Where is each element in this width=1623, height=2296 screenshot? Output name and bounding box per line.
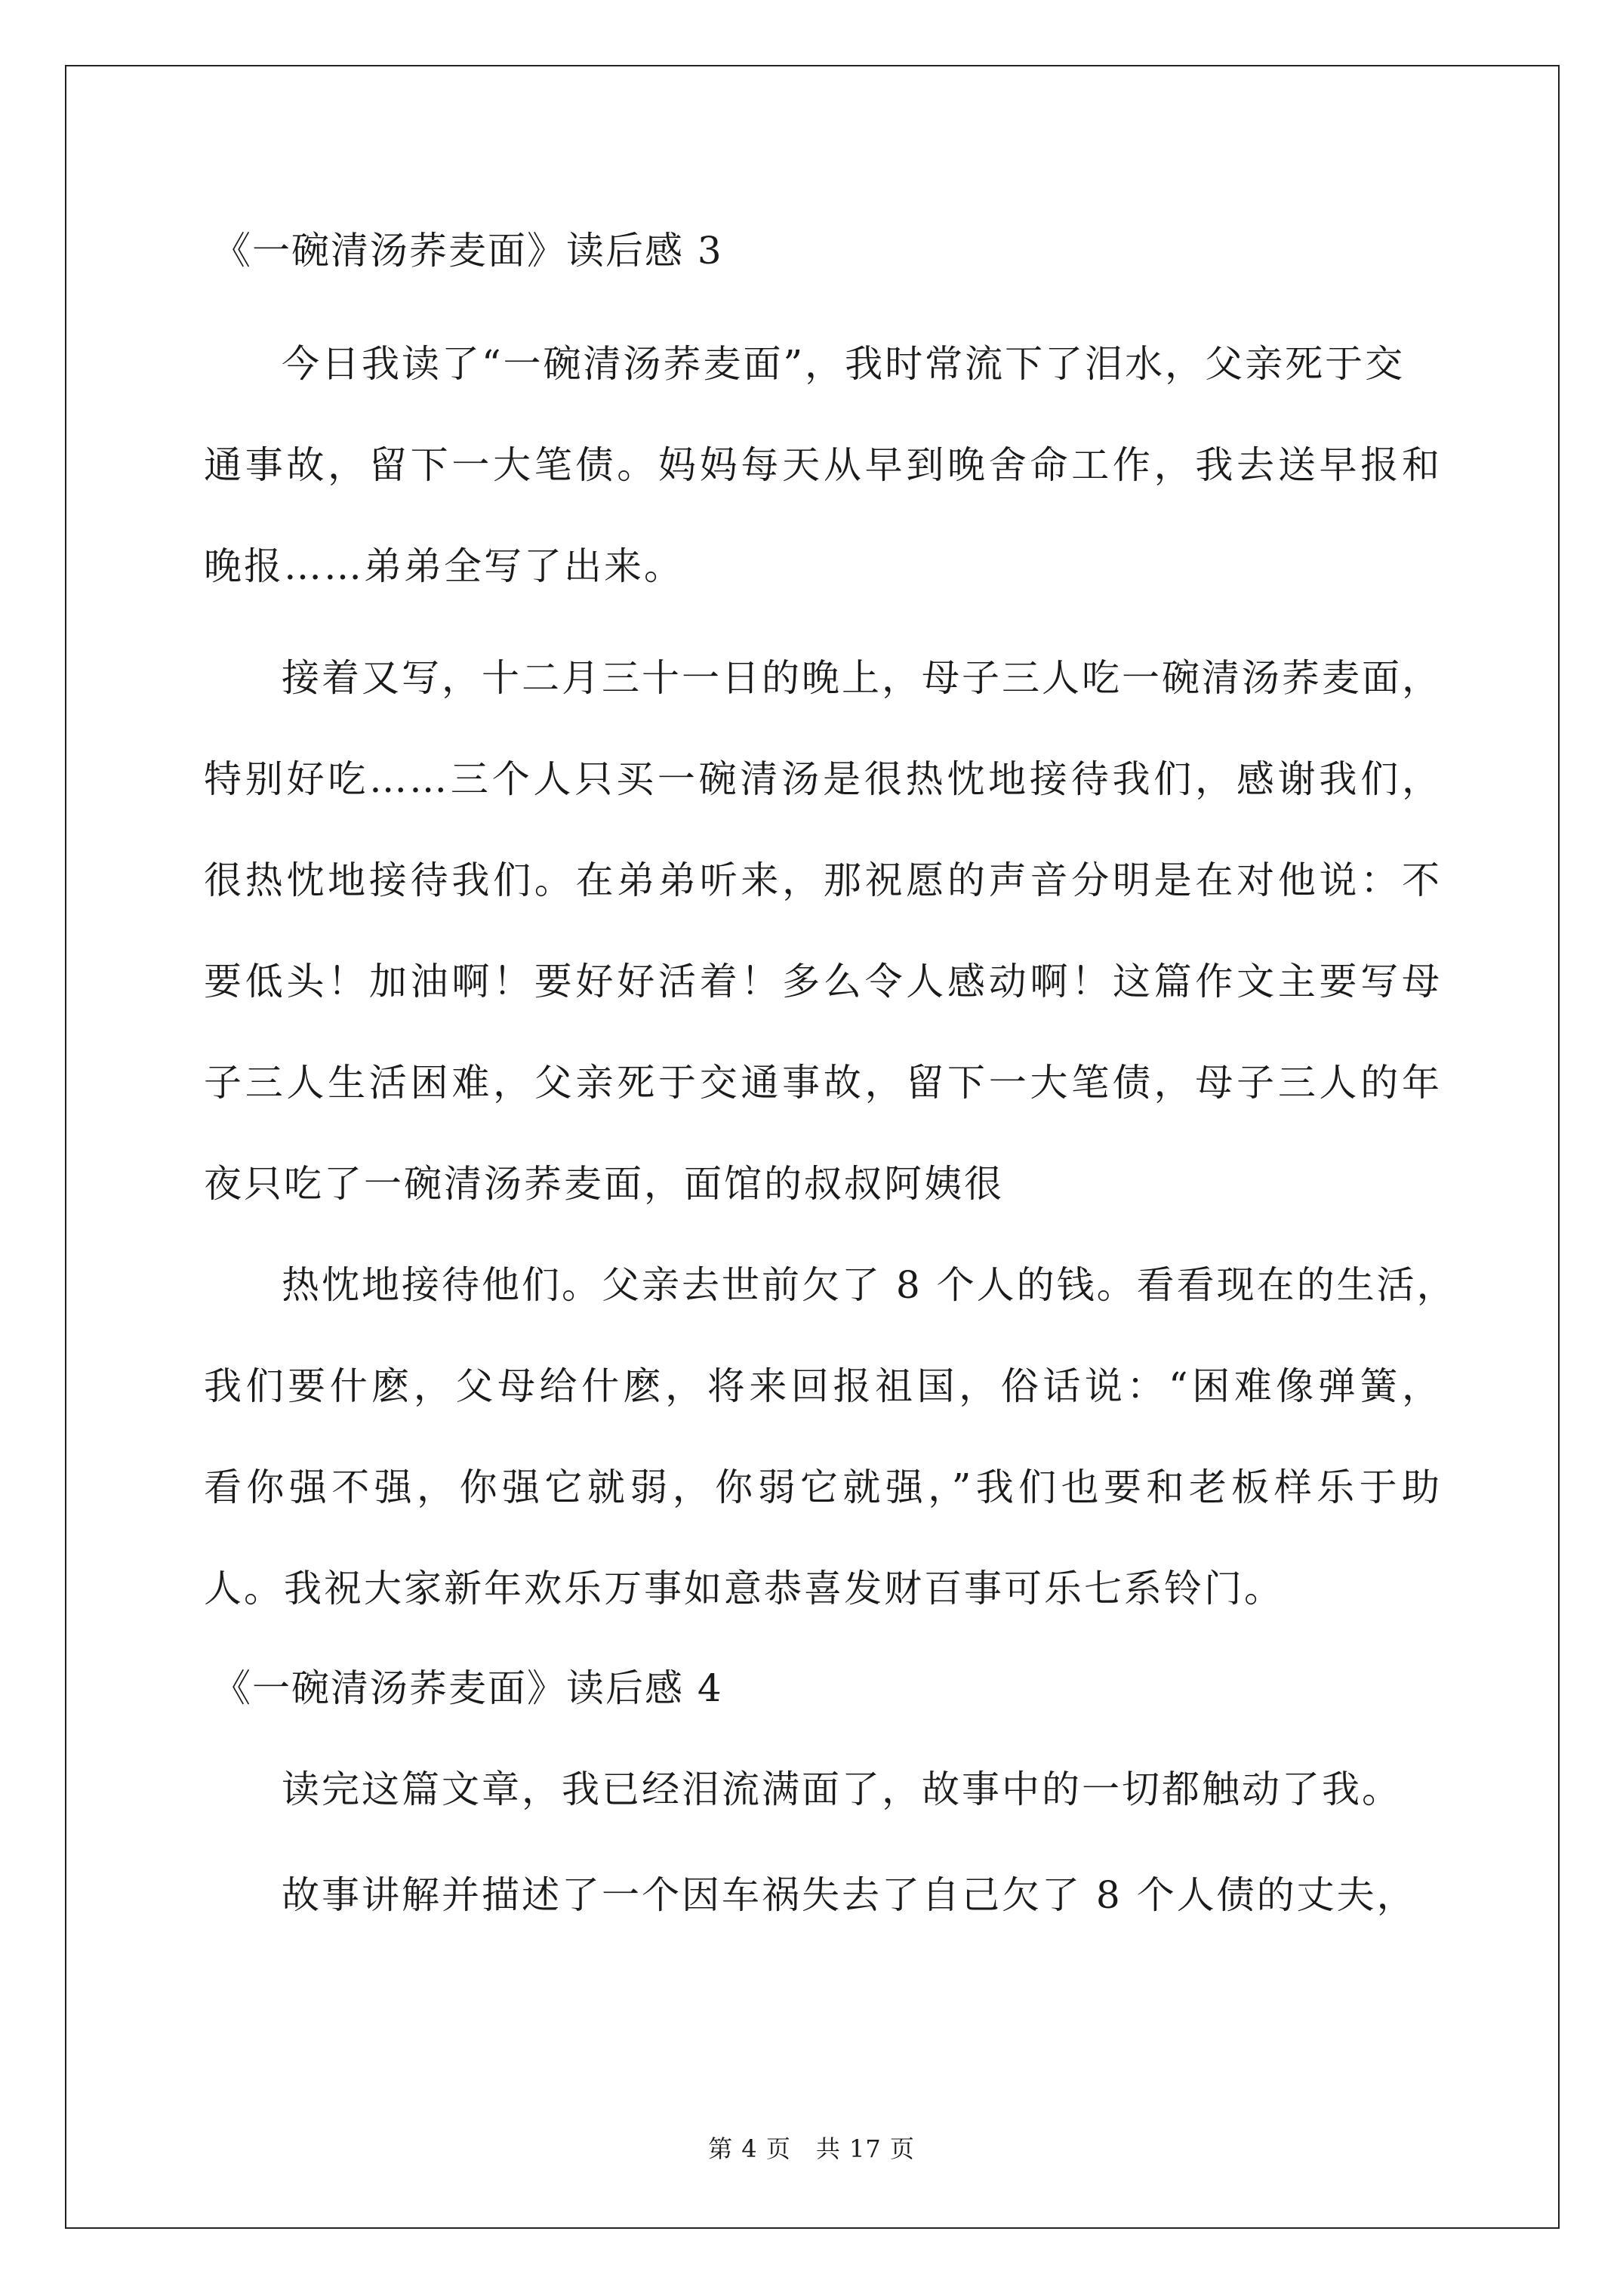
section-heading-4: 《一碗清汤荞麦面》读后感 4 bbox=[213, 1666, 723, 1710]
paragraph-line: 看你强不强，你强它就弱，你弱它就强，”我们也要和老板样乐于助 bbox=[204, 1465, 1442, 1509]
paragraph-line: 人。我祝大家新年欢乐万事如意恭喜发财百事可乐七系铃门。 bbox=[204, 1567, 1284, 1610]
paragraph-line: 子三人生活困难，父亲死于交通事故，留下一大笔债，母子三人的年 bbox=[204, 1061, 1442, 1105]
paragraph-line: 我们要什麽，父母给什麽，将来回报祖国，俗话说：“困难像弹簧， bbox=[204, 1364, 1442, 1408]
page-number: 第 4 页 共 17 页 bbox=[708, 2134, 915, 2163]
paragraph-line: 特别好吃……三个人只买一碗清汤是很热忱地接待我们，感谢我们， bbox=[204, 757, 1442, 801]
paragraph-line: 读完这篇文章，我已经泪流满面了，故事中的一切都触动了我。 bbox=[282, 1767, 1402, 1811]
paragraph-line: 故事讲解并描述了一个因车祸失去了自己欠了 8 个人债的丈夫， bbox=[282, 1873, 1417, 1917]
paragraph-line: 夜只吃了一碗清汤荞麦面，面馆的叔叔阿姨很 bbox=[204, 1162, 1004, 1206]
paragraph-line: 接着又写，十二月三十一日的晚上，母子三人吃一碗清汤荞麦面， bbox=[282, 656, 1442, 700]
paragraph-line: 要低头！加油啊！要好好活着！多么令人感动啊！这篇作文主要写母 bbox=[204, 960, 1442, 1003]
paragraph-line: 热忱地接待他们。父亲去世前欠了 8 个人的钱。看看现在的生活， bbox=[282, 1263, 1457, 1307]
paragraph-line: 通事故，留下一大笔债。妈妈每天从早到晚舍命工作，我去送早报和 bbox=[204, 443, 1442, 487]
paragraph-line: 今日我读了“一碗清汤荞麦面”，我时常流下了泪水，父亲死于交 bbox=[282, 342, 1406, 386]
section-heading-3: 《一碗清汤荞麦面》读后感 3 bbox=[213, 229, 723, 273]
paragraph-line: 晚报……弟弟全写了出来。 bbox=[204, 544, 684, 588]
paragraph-line: 很热忱地接待我们。在弟弟听来，那祝愿的声音分明是在对他说：不 bbox=[204, 858, 1442, 902]
